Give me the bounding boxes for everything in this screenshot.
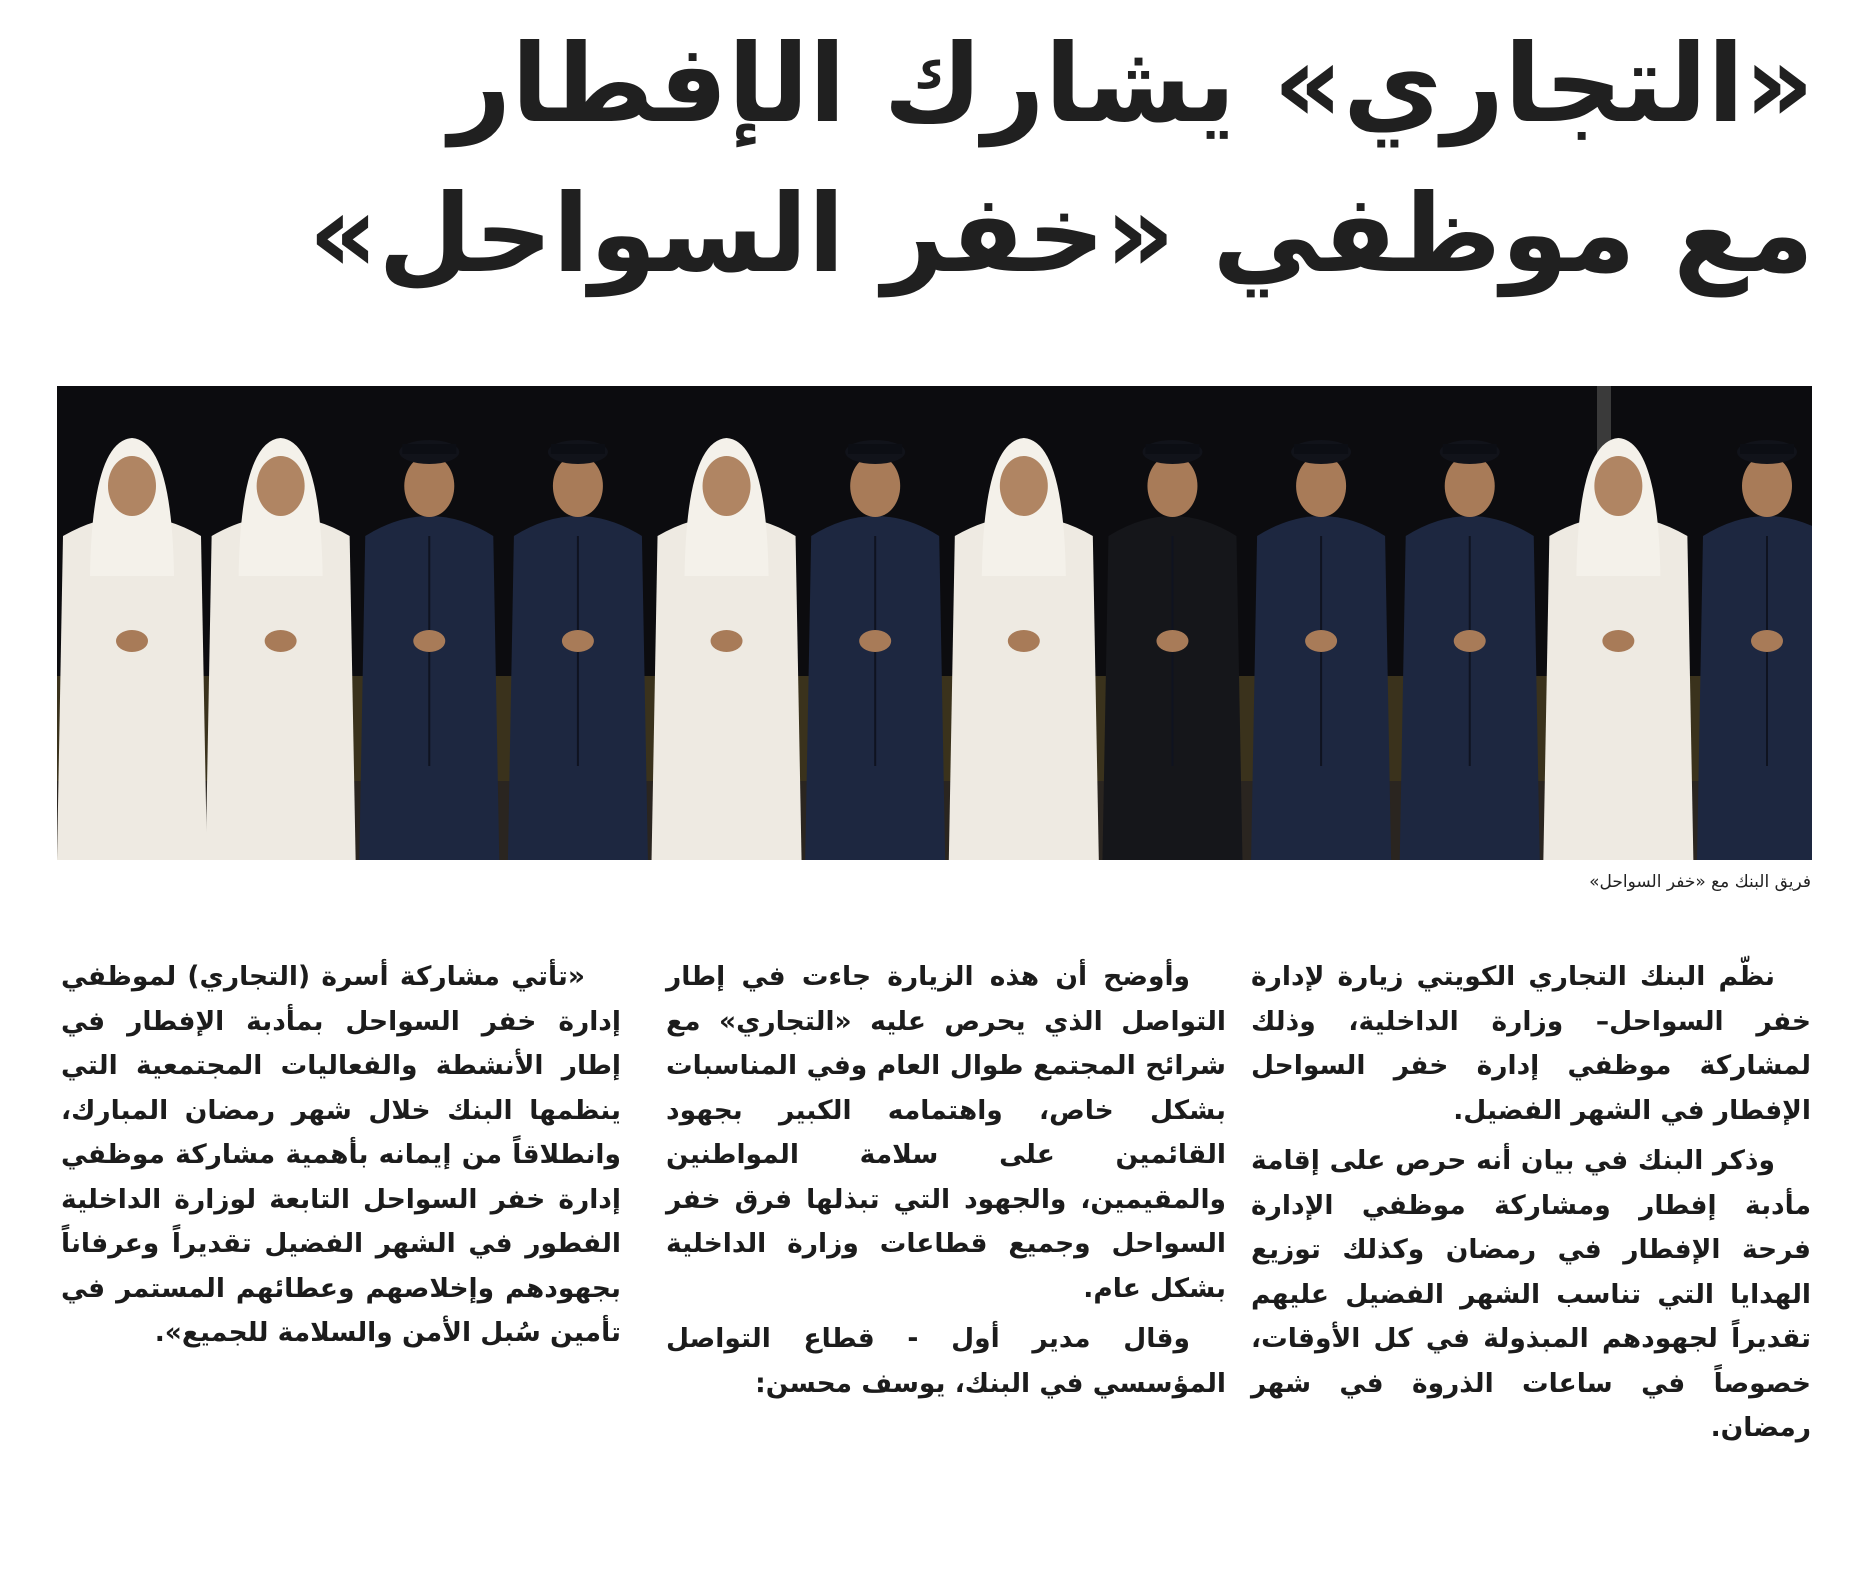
- article-paragraph: نظّم البنك التجاري الكويتي زيارة لإدارة خفر السواحل– وزارة الداخلية، وذلك لمشاركة موظفي إدارة خفر السواحل الإفطار في الشهر الفضيل.: [1251, 961, 1811, 1126]
- photo-caption: فريق البنك مع «خفر السواحل»: [1589, 872, 1811, 892]
- article-paragraph: «تأتي مشاركة أسرة (التجاري) لموظفي إدارة خفر السواحل بمأدبة الإفطار في إطار الأنشطة والفعاليات المجتمعية التي ينظمها البنك خلال شهر رمضان المبارك، وانطلاقاً من إيمانه بأهمية مشاركة موظفي إدارة خفر السواحل التابعة لوزارة الداخلية الفطور في الشهر الفضيل تقديراً وعرفاناً بجهودهم وإخلاصهم وعطائهم المستمر في تأمين سُبل الأمن والسلامة للجميع».: [61, 961, 621, 1348]
- group-photo: [57, 386, 1812, 860]
- article-column-1: [1251, 955, 1811, 1457]
- article-paragraph: وذكر البنك في بيان أنه حرص على إقامة مأدبة إفطار ومشاركة موظفي الإدارة فرحة الإفطار في رمضان وكذلك توزيع الهدايا التي تناسب الشهر الفضيل عليهم تقديراً لجهودهم المبذولة في كل الأوقات، خصوصاً في ساعات الذروة في شهر رمضان.: [1251, 1145, 1811, 1443]
- article-paragraph: وقال مدير أول - قطاع التواصل المؤسسي في البنك، يوسف محسن:: [666, 1323, 1226, 1399]
- headline-line-2: مع موظفي «خفر السواحل»: [308, 172, 1814, 297]
- group-photo-illustration: [57, 386, 1812, 860]
- article-paragraph: وأوضح أن هذه الزيارة جاءت في إطار التواصل الذي يحرص عليه «التجاري» مع شرائح المجتمع طوال العام وفي المناسبات بشكل خاص، واهتمامه الكبير بجهود القائمين على سلامة المواطنين والمقيمين، والجهود التي تبذلها فرق خفر السواحل وجميع قطاعات وزارة الداخلية بشكل عام.: [666, 961, 1226, 1304]
- article-headline: [308, 10, 1814, 310]
- headline-line-1: «التجاري» يشارك الإفطار: [449, 22, 1814, 147]
- article-column-2: [666, 955, 1226, 1412]
- article-column-3: [61, 955, 621, 1362]
